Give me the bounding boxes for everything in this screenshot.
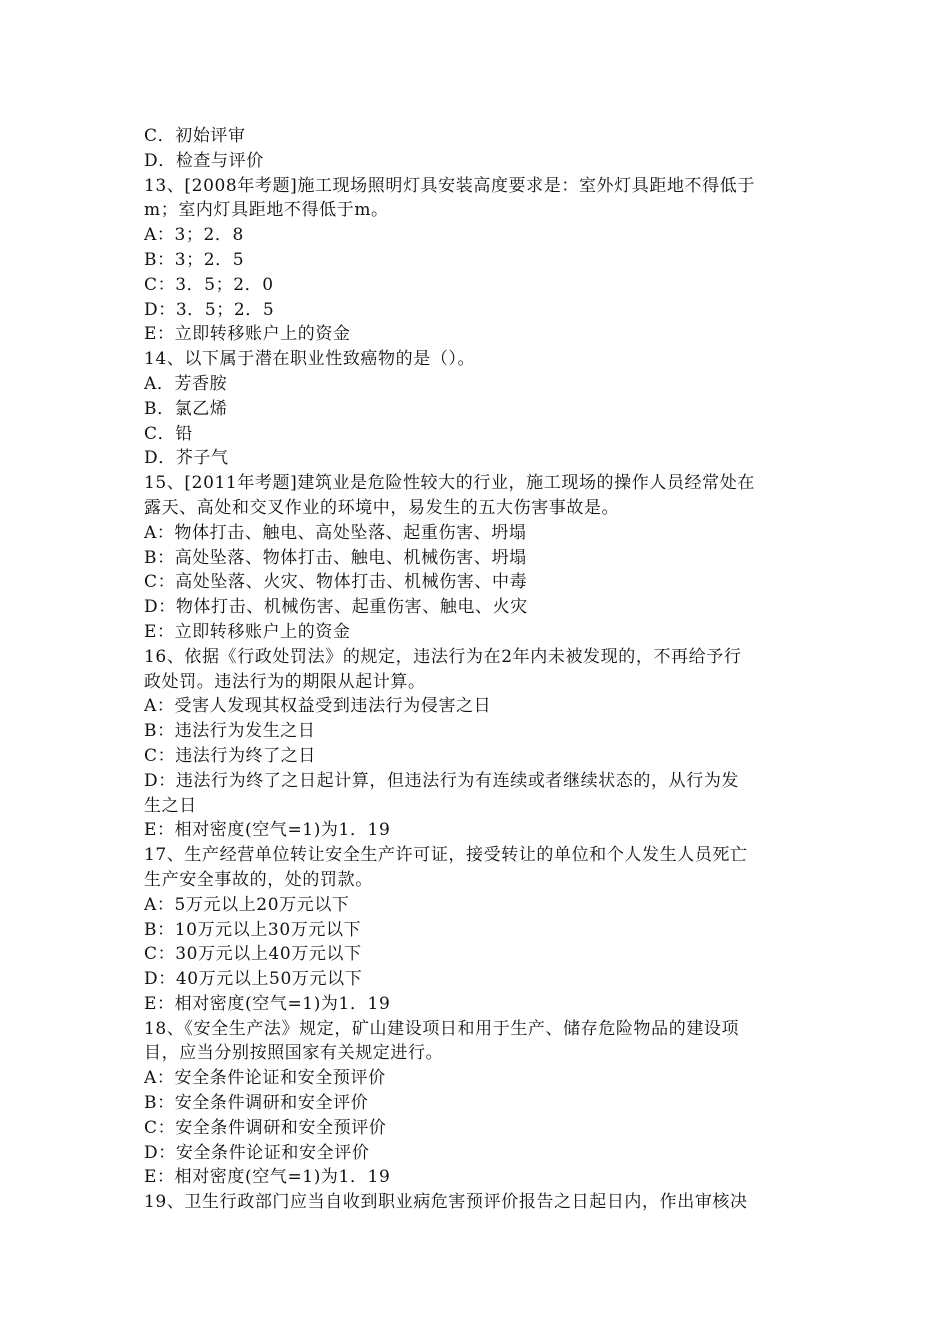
answer-option: E：立即转移账户上的资金 bbox=[144, 324, 351, 345]
answer-option: B：违法行为发生之日 bbox=[144, 721, 316, 742]
answer-option: B：高处坠落、物体打击、触电、机械伤害、坍塌 bbox=[144, 547, 527, 568]
answer-option: A：物体打击、触电、高处坠落、起重伤害、坍塌 bbox=[144, 522, 527, 543]
question-text: 生产安全事故的，处的罚款。 bbox=[144, 869, 373, 890]
answer-option: D．芥子气 bbox=[144, 448, 229, 469]
answer-option: B：3；2．5 bbox=[144, 249, 245, 270]
answer-option: 生之日 bbox=[144, 795, 197, 816]
text-line: D．检查与评价 bbox=[144, 150, 264, 171]
answer-option: E：相对密度(空气=1)为1．19 bbox=[144, 820, 391, 841]
question-text: 15、[2011年考题]建筑业是危险性较大的行业，施工现场的操作人员经常处在 bbox=[144, 473, 755, 494]
answer-option: D：违法行为终了之日起计算，但违法行为有连续或者继续状态的，从行为发 bbox=[144, 770, 740, 791]
answer-option: A．芳香胺 bbox=[144, 373, 228, 394]
answer-option: A：安全条件论证和安全预评价 bbox=[144, 1068, 386, 1089]
answer-option: C：30万元以上40万元以下 bbox=[144, 944, 362, 965]
answer-option: D：物体打击、机械伤害、起重伤害、触电、火灾 bbox=[144, 597, 528, 618]
text-line: C．初始评审 bbox=[144, 126, 246, 146]
answer-option: E：相对密度(空气=1)为1．19 bbox=[144, 1167, 391, 1188]
answer-option: B：安全条件调研和安全评价 bbox=[144, 1093, 369, 1114]
question-text: 政处罚。违法行为的期限从起计算。 bbox=[144, 671, 426, 692]
question-text: 13、[2008年考题]施工现场照明灯具安装高度要求是：室外灯具距地不得低于 bbox=[144, 175, 755, 196]
question-text: 16、依据《行政处罚法》的规定，违法行为在2年内未被发现的，不再给予行 bbox=[144, 646, 742, 667]
answer-option: A：受害人发现其权益受到违法行为侵害之日 bbox=[144, 696, 492, 717]
answer-option: C：违法行为终了之日 bbox=[144, 745, 317, 766]
answer-option: A：5万元以上20万元以下 bbox=[144, 894, 350, 915]
question-text: m；室内灯具距地不得低于m。 bbox=[144, 200, 389, 221]
answer-option: E：立即转移账户上的资金 bbox=[144, 621, 351, 642]
answer-option: D：安全条件论证和安全评价 bbox=[144, 1142, 370, 1163]
question-text: 17、生产经营单位转让安全生产许可证，接受转让的单位和个人发生人员死亡 bbox=[144, 845, 748, 866]
document-body bbox=[144, 124, 808, 1215]
question-text: 14、以下属于潜在职业性致癌物的是（）。 bbox=[144, 349, 476, 370]
question-text: 18、《安全生产法》规定，矿山建设项日和用于生产、储存危险物品的建设项 bbox=[144, 1018, 740, 1039]
answer-option: D：3．5；2．5 bbox=[144, 299, 275, 320]
question-text: 露天、高处和交叉作业的环境中，易发生的五大伤害事故是。 bbox=[144, 497, 620, 518]
question-text: 目，应当分别按照国家有关规定进行。 bbox=[144, 1043, 444, 1064]
answer-option: C：安全条件调研和安全预评价 bbox=[144, 1117, 387, 1138]
answer-option: B．氯乙烯 bbox=[144, 398, 228, 419]
answer-option: B：10万元以上30万元以下 bbox=[144, 919, 362, 940]
question-text: 19、卫生行政部门应当自收到职业病危害预评价报告之日起日内，作出审核决 bbox=[144, 1192, 748, 1213]
answer-option: C．铅 bbox=[144, 423, 193, 444]
answer-option: A：3；2．8 bbox=[144, 225, 244, 246]
answer-option: E：相对密度(空气=1)为1．19 bbox=[144, 993, 391, 1014]
answer-option: C：3．5；2．0 bbox=[144, 274, 274, 295]
answer-option: C：高处坠落、火灾、物体打击、机械伤害、中毒 bbox=[144, 572, 528, 593]
answer-option: D：40万元以上50万元以下 bbox=[144, 969, 363, 990]
